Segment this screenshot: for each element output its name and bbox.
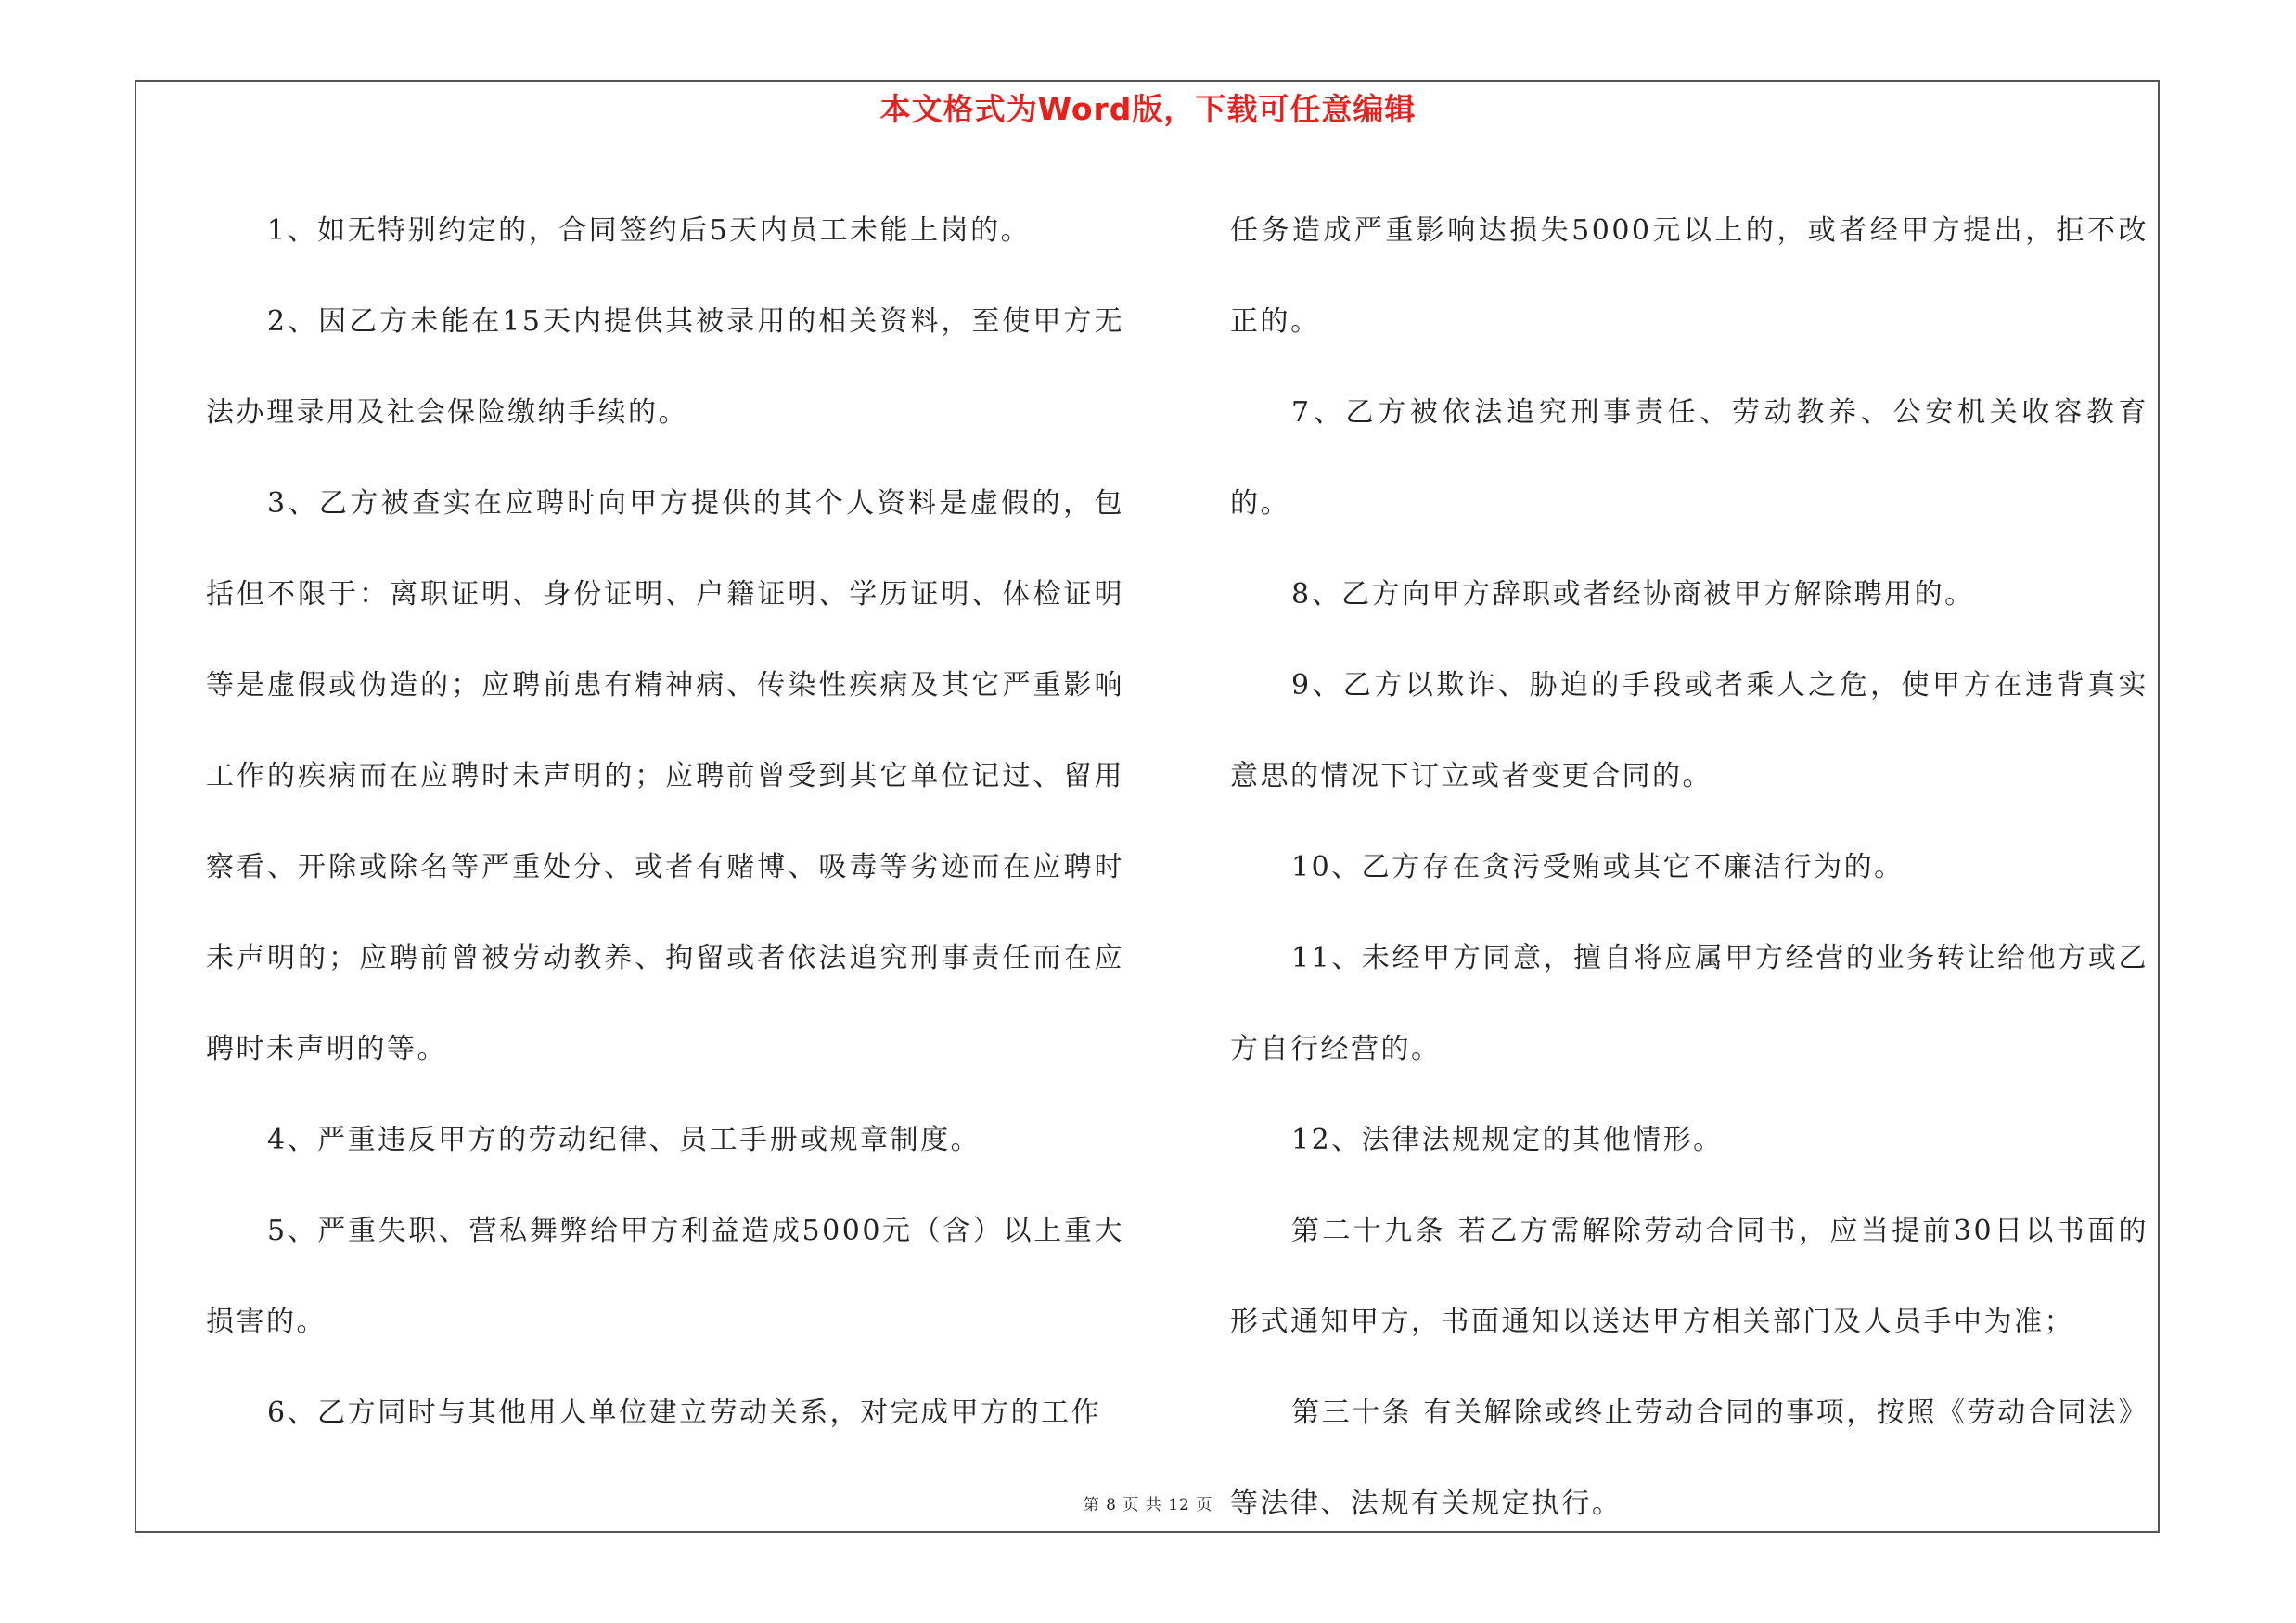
right-paragraph-3: 8、乙方向甲方辞职或者经协商被甲方解除聘用的。 bbox=[1291, 578, 1975, 611]
left-paragraph-1: 1、如无特别约定的，合同签约后5天内员工未能上岗的。 bbox=[267, 214, 1032, 247]
left-paragraph-5: 5、严重失职、营私舞弊给甲方利益造成5000元（含）以上重大损害的。 bbox=[206, 1215, 1124, 1338]
left-paragraph-2: 2、因乙方未能在15天内提供其被录用的相关资料，至使甲方无法办理录用及社会保险缴纳手续的。 bbox=[206, 305, 1124, 429]
right-paragraph-8: 第二十九条 若乙方需解除劳动合同书，应当提前30日以书面的形式通知甲方，书面通知以送达甲方相关部门及人员手中为准； bbox=[1230, 1215, 2148, 1338]
right-paragraph-2: 7、乙方被依法追究刑事责任、劳动教养、公安机关收容教育的。 bbox=[1230, 396, 2148, 520]
left-column bbox=[206, 186, 1124, 1459]
left-paragraph-4: 4、严重违反甲方的劳动纪律、员工手册或规章制度。 bbox=[267, 1124, 981, 1156]
format-notice-banner: 本文格式为Word版，下载可任意编辑 bbox=[879, 91, 1417, 127]
right-column bbox=[1230, 186, 2148, 1550]
left-paragraph-6: 6、乙方同时与其他用人单位建立劳动关系，对完成甲方的工作 bbox=[267, 1397, 1102, 1429]
right-paragraph-1: 任务造成严重影响达损失5000元以上的，或者经甲方提出，拒不改正的。 bbox=[1230, 214, 2148, 338]
right-paragraph-9: 第三十条 有关解除或终止劳动合同的事项，按照《劳动合同法》等法律、法规有关规定执行。 bbox=[1230, 1397, 2148, 1520]
page-number-footer: 第 8 页 共 12 页 bbox=[1083, 1496, 1213, 1514]
right-paragraph-7: 12、法律法规规定的其他情形。 bbox=[1291, 1124, 1724, 1156]
right-paragraph-5: 10、乙方存在贪污受贿或其它不廉洁行为的。 bbox=[1291, 851, 1905, 883]
right-paragraph-4: 9、乙方以欺诈、胁迫的手段或者乘人之危，使甲方在违背真实意思的情况下订立或者变更合同的。 bbox=[1230, 669, 2148, 792]
left-paragraph-3: 3、乙方被查实在应聘时向甲方提供的其个人资料是虚假的，包括但不限于：离职证明、身份证明、户籍证明、学历证明、体检证明等是虚假或伪造的；应聘前患有精神病、传染性疾病及其它严重影响工作的疾病而在应聘时未声明的；应聘前曾受到其它单位记过、留用察看、开除或除名等严重处分、或者有赌博、吸毒等劣迹而在应聘时未声明的；应聘前曾被劳动教养、拘留或者依法追究刑事责任而在应聘时未声明的等。 bbox=[206, 487, 1124, 1065]
right-paragraph-6: 11、未经甲方同意，擅自将应属甲方经营的业务转让给他方或乙方自行经营的。 bbox=[1230, 942, 2148, 1065]
